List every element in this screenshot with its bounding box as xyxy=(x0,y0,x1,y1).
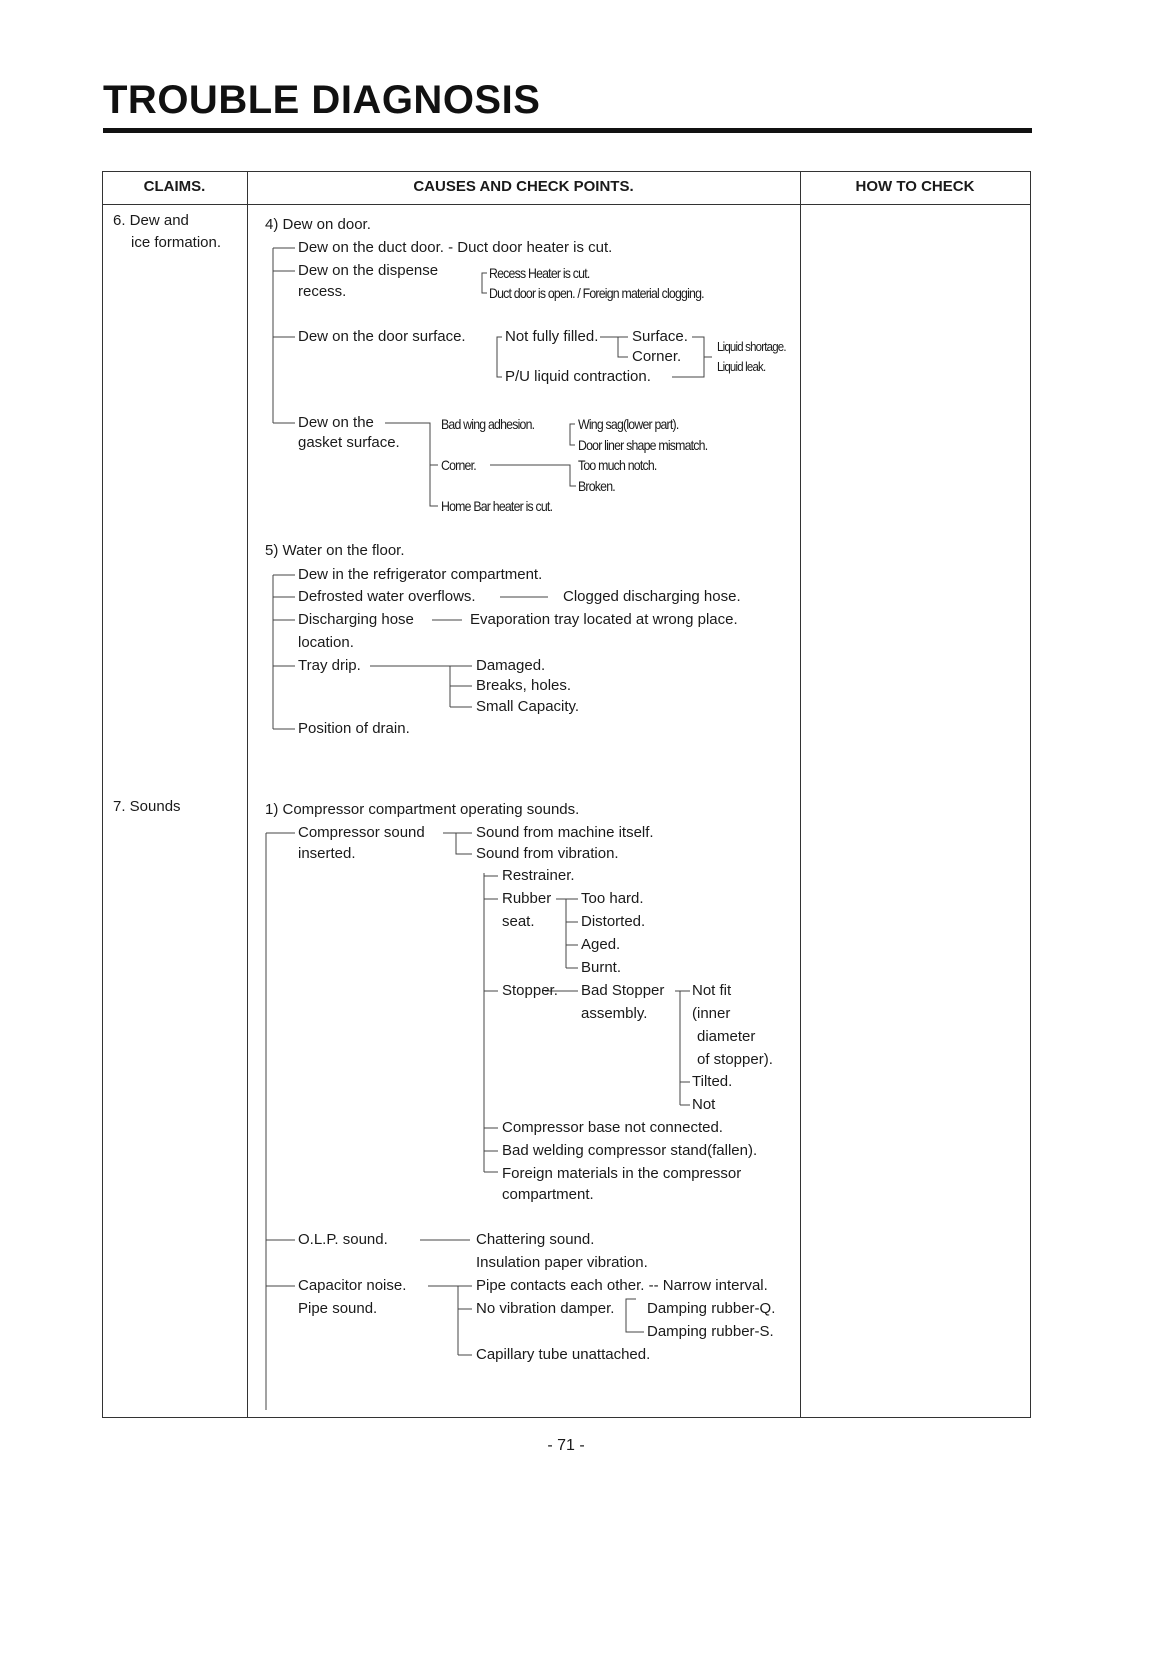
cause-item: Dew in the refrigerator compartment. xyxy=(298,566,543,583)
section-compressor-sounds: 1) Compressor compartment operating sounds. xyxy=(265,801,580,818)
check-point: Small Capacity. xyxy=(476,698,580,715)
check-point: Surface. xyxy=(632,328,688,345)
check-point: Corner. xyxy=(441,457,476,473)
cause-item: Discharging hose xyxy=(298,611,414,628)
check-point: Too hard. xyxy=(581,890,644,907)
check-point: Sound from vibration. xyxy=(476,845,619,862)
check-point: Liquid shortage. xyxy=(717,339,786,354)
check-point: Foreign materials in the compressor xyxy=(502,1165,742,1182)
cause-item: Dew on the door surface. xyxy=(298,328,466,345)
check-point: Distorted. xyxy=(581,913,646,930)
check-point: of stopper). xyxy=(697,1051,773,1068)
check-point: Recess Heater is cut. xyxy=(489,265,590,281)
check-point: seat. xyxy=(502,913,535,930)
check-point: Chattering sound. xyxy=(476,1231,595,1248)
check-point: P/U liquid contraction. xyxy=(505,368,651,385)
check-point: Bad wing adhesion. xyxy=(441,416,535,432)
claim-6: 6. Dew and xyxy=(113,212,189,229)
check-point: diameter xyxy=(697,1028,756,1045)
page-number: - 71 - xyxy=(547,1437,585,1454)
check-point: Evaporation tray located at wrong place. xyxy=(470,611,738,628)
section-dew-on-door: 4) Dew on door. xyxy=(265,216,371,233)
check-point: Burnt. xyxy=(581,959,622,976)
check-point: Insulation paper vibration. xyxy=(476,1254,648,1271)
claim-7: 7. Sounds xyxy=(113,798,181,815)
cause-item: gasket surface. xyxy=(298,434,400,451)
check-point: Stopper. xyxy=(502,982,558,999)
check-point: (inner xyxy=(692,1005,731,1022)
cause-item: Dew on the duct door. - Duct door heater is cut. xyxy=(298,239,613,256)
claim-6-cont: ice formation. xyxy=(131,234,222,251)
cause-item: Dew on the xyxy=(298,414,374,431)
check-point: Tilted. xyxy=(692,1073,733,1090)
check-point: Compressor base not connected. xyxy=(502,1119,723,1136)
check-point: Broken. xyxy=(578,478,615,494)
check-point: Clogged discharging hose. xyxy=(563,588,741,605)
check-point: Not fit xyxy=(692,982,732,999)
section-water-on-floor: 5) Water on the floor. xyxy=(265,542,405,559)
check-point: Aged. xyxy=(581,936,621,953)
cause-item: Defrosted water overflows. xyxy=(298,588,476,605)
page-title: TROUBLE DIAGNOSIS xyxy=(103,78,541,122)
cause-item: Pipe sound. xyxy=(298,1300,378,1317)
check-point: Damaged. xyxy=(476,657,546,674)
check-point: Rubber xyxy=(502,890,552,907)
cause-item: Position of drain. xyxy=(298,720,410,737)
check-point: Door liner shape mismatch. xyxy=(578,437,708,453)
header-causes: CAUSES AND CHECK POINTS. xyxy=(413,178,634,195)
cause-item: Capacitor noise. xyxy=(298,1277,407,1294)
check-point: compartment. xyxy=(502,1186,594,1203)
check-point: No vibration damper. xyxy=(476,1300,615,1317)
check-point: Corner. xyxy=(632,348,682,365)
check-point: Home Bar heater is cut. xyxy=(441,498,553,514)
check-point: Not xyxy=(692,1096,716,1113)
check-point: Sound from machine itself. xyxy=(476,824,654,841)
check-point: Bad Stopper xyxy=(581,982,665,999)
check-point: Damping rubber-Q. xyxy=(647,1300,776,1317)
cause-item: recess. xyxy=(298,283,347,300)
cause-item: O.L.P. sound. xyxy=(298,1231,388,1248)
cause-item: Dew on the dispense xyxy=(298,262,439,279)
check-point: Liquid leak. xyxy=(717,359,766,374)
cause-item: Tray drip. xyxy=(298,657,361,674)
check-point: Restrainer. xyxy=(502,867,575,884)
check-point: Breaks, holes. xyxy=(476,677,572,694)
check-point: Bad welding compressor stand(fallen). xyxy=(502,1142,758,1159)
cause-item: location. xyxy=(298,634,354,651)
check-point: Damping rubber-S. xyxy=(647,1323,774,1340)
check-point: Not fully filled. xyxy=(505,328,599,345)
check-point: Capillary tube unattached. xyxy=(476,1346,651,1363)
check-point: Duct door is open. / Foreign material clogging. xyxy=(489,285,704,301)
check-point: Pipe contacts each other. -- Narrow interval. xyxy=(476,1277,768,1294)
cause-item: Compressor sound xyxy=(298,824,425,841)
check-point: Too much notch. xyxy=(578,457,657,473)
check-point: Wing sag(lower part). xyxy=(578,416,679,432)
check-point: assembly. xyxy=(581,1005,648,1022)
header-how-to-check: HOW TO CHECK xyxy=(855,178,975,195)
cause-item: inserted. xyxy=(298,845,356,862)
header-claims: CLAIMS. xyxy=(143,178,206,195)
